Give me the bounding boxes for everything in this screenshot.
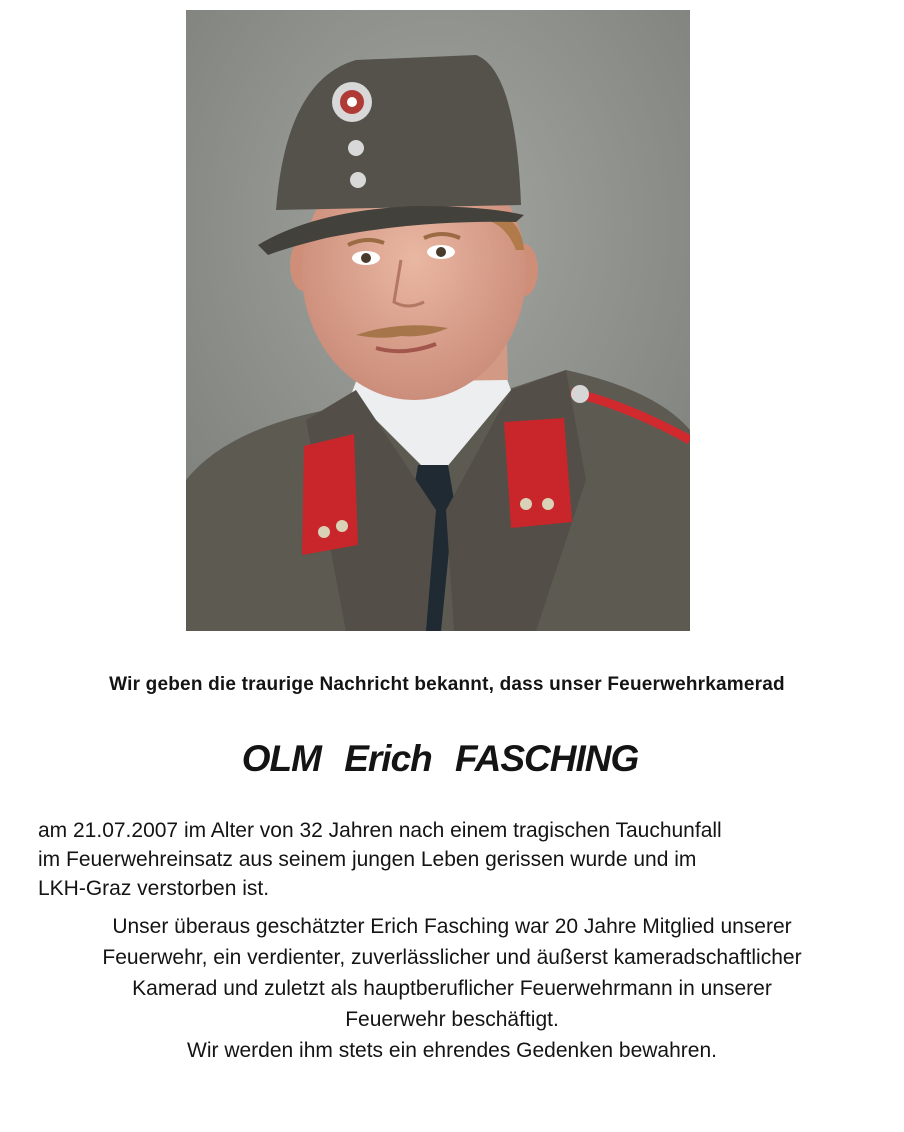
paragraph-line: LKH-Graz verstorben ist.	[38, 877, 270, 900]
paragraph-line: Kamerad und zuletzt als hauptberuflicher Feuerwehrmann in unserer	[132, 977, 772, 1000]
portrait-photo	[186, 10, 690, 631]
paragraph-line: Unser überaus geschätzter Erich Fasching war 20 Jahre Mitglied unserer	[112, 915, 792, 938]
paragraph-line: im Feuerwehreinsatz aus seinem jungen Leben gerissen wurde und im	[38, 848, 697, 871]
tribute-paragraph	[0, 911, 904, 1066]
paragraph-line: Wir werden ihm stets ein ehrendes Gedenken bewahren.	[187, 1039, 717, 1062]
deceased-name: OLM Erich FASCHING	[241, 738, 639, 779]
paragraph-line: Feuerwehr, ein verdienter, zuverlässlicher und äußerst kameradschaftlicher	[102, 946, 802, 969]
announcement-intro: Wir geben die traurige Nachricht bekannt, dass unser Feuerwehrkamerad	[109, 674, 785, 695]
paragraph-line: am 21.07.2007 im Alter von 32 Jahren nach einem tragischen Tauchunfall	[38, 819, 722, 842]
paragraph-line: Feuerwehr beschäftigt.	[345, 1008, 559, 1031]
death-circumstances-paragraph	[38, 816, 888, 903]
